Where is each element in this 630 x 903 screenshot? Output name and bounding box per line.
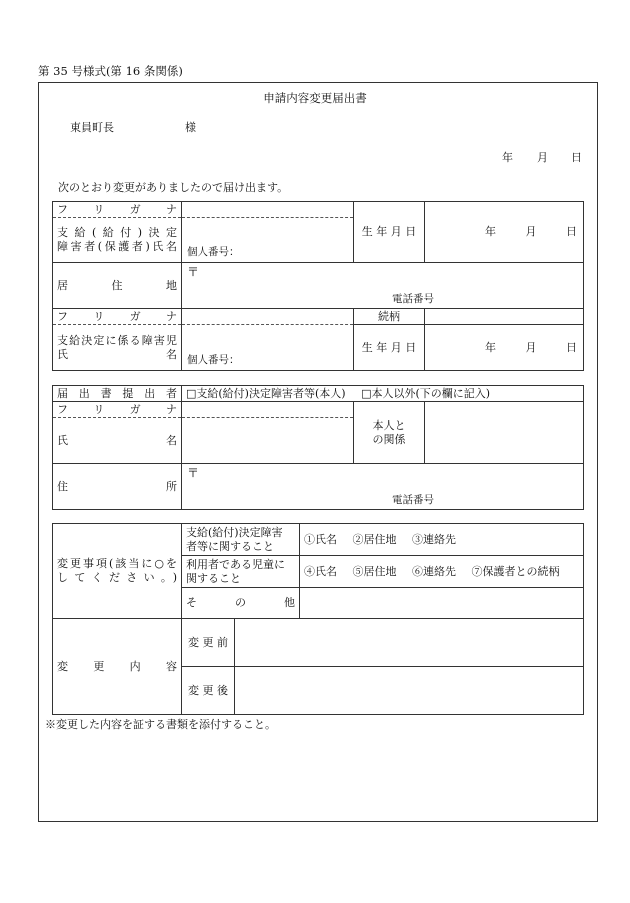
option-self-checkbox[interactable]: □支給(給付)決定障害者等(本人) <box>186 386 346 400</box>
submitter-address-field[interactable] <box>182 464 584 510</box>
child-name-field[interactable] <box>182 325 354 371</box>
residence-label: 居住地 <box>53 263 182 309</box>
change-items-label: 変更事項(該当に○を してください。) <box>53 524 182 619</box>
submitter-relation-label: 本人と の関係 <box>354 402 425 464</box>
option-other-checkbox[interactable]: □本人以外(下の欄に記入) <box>361 386 491 400</box>
changes-table <box>52 523 584 715</box>
furigana-field-2[interactable] <box>182 309 354 325</box>
birth-label-2: 生 年 月 日 <box>354 325 425 371</box>
change-row3-field[interactable] <box>300 588 584 619</box>
option-6[interactable]: ⑥連絡先 <box>412 564 456 578</box>
submitter-relation-field[interactable] <box>425 402 584 464</box>
submitter-options <box>182 386 584 402</box>
postal-mark: 〒 <box>187 265 200 279</box>
relation-label: 続柄 <box>354 309 425 325</box>
submitter-name-field[interactable] <box>182 418 354 464</box>
intro-text: 次のとおり変更がありましたので届け出ます。 <box>58 181 289 194</box>
individual-number-label: 個人番号： <box>187 245 240 258</box>
submitter-label: 届出書提出者 <box>53 386 182 402</box>
before-field[interactable] <box>235 619 584 667</box>
submitter-name-label: 氏名 <box>53 418 182 464</box>
submitter-address-label: 住所 <box>53 464 182 510</box>
change-row3-label: その他 <box>182 588 300 619</box>
addressee-name: 東員町長 <box>70 121 114 134</box>
submitter-postal-mark: 〒 <box>187 466 200 480</box>
submitter-phone-label: 電話番号 <box>392 493 434 506</box>
form-number: 第 35 号様式(第 16 条関係) <box>38 64 183 78</box>
option-2[interactable]: ②居住地 <box>352 532 397 546</box>
change-row1-label: 支給(給付)決定障害 者等に関すること <box>182 524 300 556</box>
option-1[interactable]: ①氏名 <box>304 532 337 546</box>
furigana-label-2: フ リ ガ ナ <box>53 309 182 325</box>
applicant-name-label: 支給(給付)決定 障害者(保護者)氏名 <box>53 218 182 263</box>
option-5[interactable]: ⑤居住地 <box>352 564 397 578</box>
after-field[interactable] <box>235 667 584 715</box>
furigana-field[interactable] <box>182 202 354 218</box>
addressee-suffix: 様 <box>185 121 196 134</box>
furigana-label: フ リ ガ ナ <box>53 202 182 218</box>
footnote: ※変更した内容を証する書類を添付すること。 <box>45 718 276 731</box>
change-row2-options <box>300 556 584 588</box>
option-4[interactable]: ④氏名 <box>304 564 337 578</box>
birth-label: 生 年 月 日 <box>354 202 425 263</box>
applicant-table <box>52 201 584 371</box>
change-row1-options <box>300 524 584 556</box>
form-title: 申請内容変更届出書 <box>263 91 367 105</box>
date-day: 日 <box>571 151 582 164</box>
option-7[interactable]: ⑦保護者との続柄 <box>471 564 560 578</box>
child-name-label: 支給決定に係る障害児 氏名 <box>53 325 182 371</box>
submitter-table <box>52 385 584 510</box>
applicant-name-field[interactable] <box>182 218 354 263</box>
submitter-furigana-label: フ リ ガ ナ <box>53 402 182 418</box>
birth-date-field[interactable]: 年 月 日 <box>425 202 584 263</box>
date-year: 年 <box>502 151 513 164</box>
option-3[interactable]: ③連絡先 <box>412 532 456 546</box>
before-label: 変 更 前 <box>182 619 235 667</box>
phone-label: 電話番号 <box>392 292 434 305</box>
individual-number-label-2: 個人番号： <box>187 353 240 366</box>
birth-date-field-2[interactable]: 年 月 日 <box>425 325 584 371</box>
change-row2-label: 利用者である児童に 関すること <box>182 556 300 588</box>
residence-field[interactable] <box>182 263 584 309</box>
change-content-label: 変更内容 <box>53 619 182 715</box>
submitter-furigana-field[interactable] <box>182 402 354 418</box>
after-label: 変 更 後 <box>182 667 235 715</box>
relation-field[interactable] <box>425 309 584 325</box>
date-month: 月 <box>537 151 548 164</box>
